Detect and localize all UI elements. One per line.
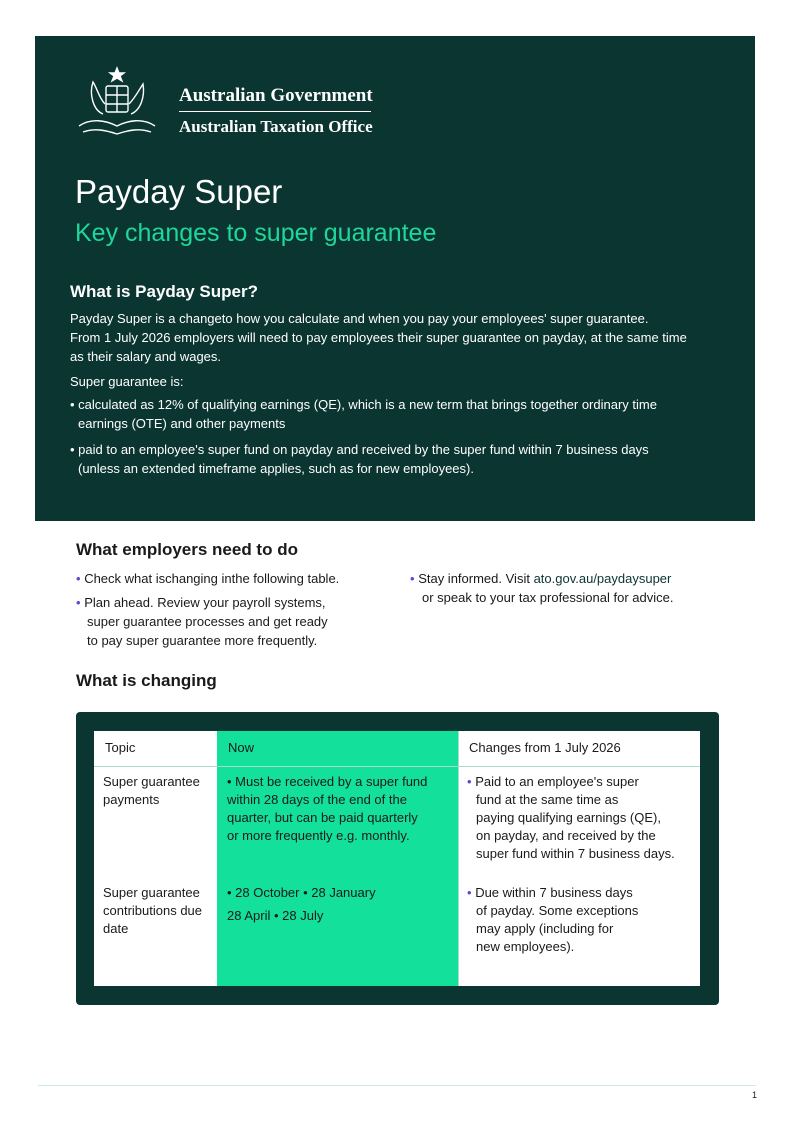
row1-change-line5: super fund within 7 business days. (476, 846, 675, 861)
header-divider (94, 766, 700, 767)
now-column-bg (217, 731, 458, 986)
page-subtitle: Key changes to super guarantee (75, 219, 437, 247)
row2-topic-line2: contributions due (103, 903, 203, 918)
bullet-dot: • (467, 885, 472, 900)
row1-now-line1: • Must be received by a super fund (227, 774, 428, 789)
employer-item-2 (76, 593, 376, 650)
row1-change-line4: on payday, and received by the (476, 828, 656, 843)
employers-heading: What employers need to do (76, 540, 298, 559)
row2-topic-line1: Super guarantee (103, 885, 200, 900)
paydaysuper-link[interactable]: ato.gov.au/paydaysuper (533, 571, 672, 586)
footer-divider (38, 1085, 756, 1086)
logo-divider (179, 111, 371, 112)
agency-name: Australian Taxation Office (179, 117, 373, 136)
row2-now (227, 884, 457, 925)
row2-topic (103, 884, 213, 938)
row1-now-line3: quarter, but can be paid quarterly (227, 810, 418, 825)
column-divider (458, 731, 459, 986)
row1-change (467, 773, 697, 863)
row2-now-line1: • 28 October • 28 January (227, 885, 376, 900)
employer-item-3 (410, 569, 710, 607)
row1-now-line4: or more frequently e.g. monthly. (227, 828, 410, 843)
employer-item-1 (76, 569, 376, 588)
employer-item-2-line2: super guarantee processes and get ready (87, 614, 328, 629)
employer-item-2-line3: to pay super guarantee more frequently. (87, 633, 318, 648)
row1-topic-line2: payments (103, 792, 160, 807)
row1-now (227, 773, 457, 845)
changing-heading: What is changing (76, 671, 217, 690)
government-name: Australian Government (179, 85, 373, 106)
intro-bullet-1-line1: calculated as 12% of qualifying earnings (QE), which is a new term that brings together ordinary time (78, 397, 657, 412)
page-title: Payday Super (75, 173, 283, 210)
bullet-dot: • (410, 571, 415, 586)
intro-bullet-1: • calculated as 12% of qualifying earnings (QE), which is a new term that brings together ordinary time earnings (OTE) and other payments (70, 395, 710, 433)
row2-change (467, 884, 697, 956)
changes-table (94, 731, 700, 986)
intro-para1: Payday Super is a changeto how you calculate and when you pay your employees' super guarantee. (70, 311, 649, 326)
employer-item-3-pre: Stay informed. Visit (418, 571, 534, 586)
intro-bullet-2-line1: paid to an employee's super fund on payday and received by the super fund within 7 business days (78, 442, 649, 457)
changes-table-panel (76, 712, 719, 1005)
row1-change-line3: paying qualifying earnings (QE), (476, 810, 661, 825)
bullet-dot: • (76, 571, 81, 586)
employer-item-2-line1: Plan ahead. Review your payroll systems, (84, 595, 326, 610)
employer-item-3-line2: or speak to your tax professional for advice. (422, 590, 674, 605)
header-topic: Topic (105, 740, 136, 755)
intro-bullet-2-line2: (unless an extended timeframe applies, such as for new employees). (78, 461, 474, 476)
bullet-dot: • (76, 595, 81, 610)
coat-of-arms-logo (71, 64, 161, 140)
row1-change-line1: Paid to an employee's super (475, 774, 639, 789)
page-number: 1 (751, 1090, 757, 1100)
row1-now-line2: within 28 days of the end of the (227, 792, 407, 807)
intro-bullet-2: • paid to an employee's super fund on payday and received by the super fund within 7 business days (unless an extended timeframe applies, such as for new employees). (70, 440, 710, 478)
intro-para2-line1: From 1 July 2026 employers will need to pay employees their super guarantee on payday, at the same time (70, 330, 687, 345)
intro-paragraphs (70, 309, 720, 366)
employer-item-1-text: Check what ischanging inthe following table. (84, 571, 340, 586)
row1-topic-line1: Super guarantee (103, 774, 200, 789)
header-now: Now (228, 740, 255, 755)
row2-change-line3: may apply (including for (476, 921, 614, 936)
intro-bullet-1-line2: earnings (OTE) and other payments (78, 416, 286, 431)
row2-topic-line3: date (103, 921, 129, 936)
row2-change-line2: of payday. Some exceptions (476, 903, 639, 918)
row2-change-line4: new employees). (476, 939, 575, 954)
intro-para2-line2: as their salary and wages. (70, 349, 222, 364)
row1-change-line2: fund at the same time as (476, 792, 619, 807)
row1-topic (103, 773, 213, 809)
intro-heading: What is Payday Super? (70, 282, 258, 301)
header-changes: Changes from 1 July 2026 (469, 740, 621, 755)
bullet-dot: • (467, 774, 472, 789)
row2-change-line1: Due within 7 business days (475, 885, 633, 900)
hero-banner (35, 36, 755, 521)
row2-now-line2: 28 April • 28 July (227, 908, 324, 923)
sg-is-label: Super guarantee is: (70, 374, 184, 389)
